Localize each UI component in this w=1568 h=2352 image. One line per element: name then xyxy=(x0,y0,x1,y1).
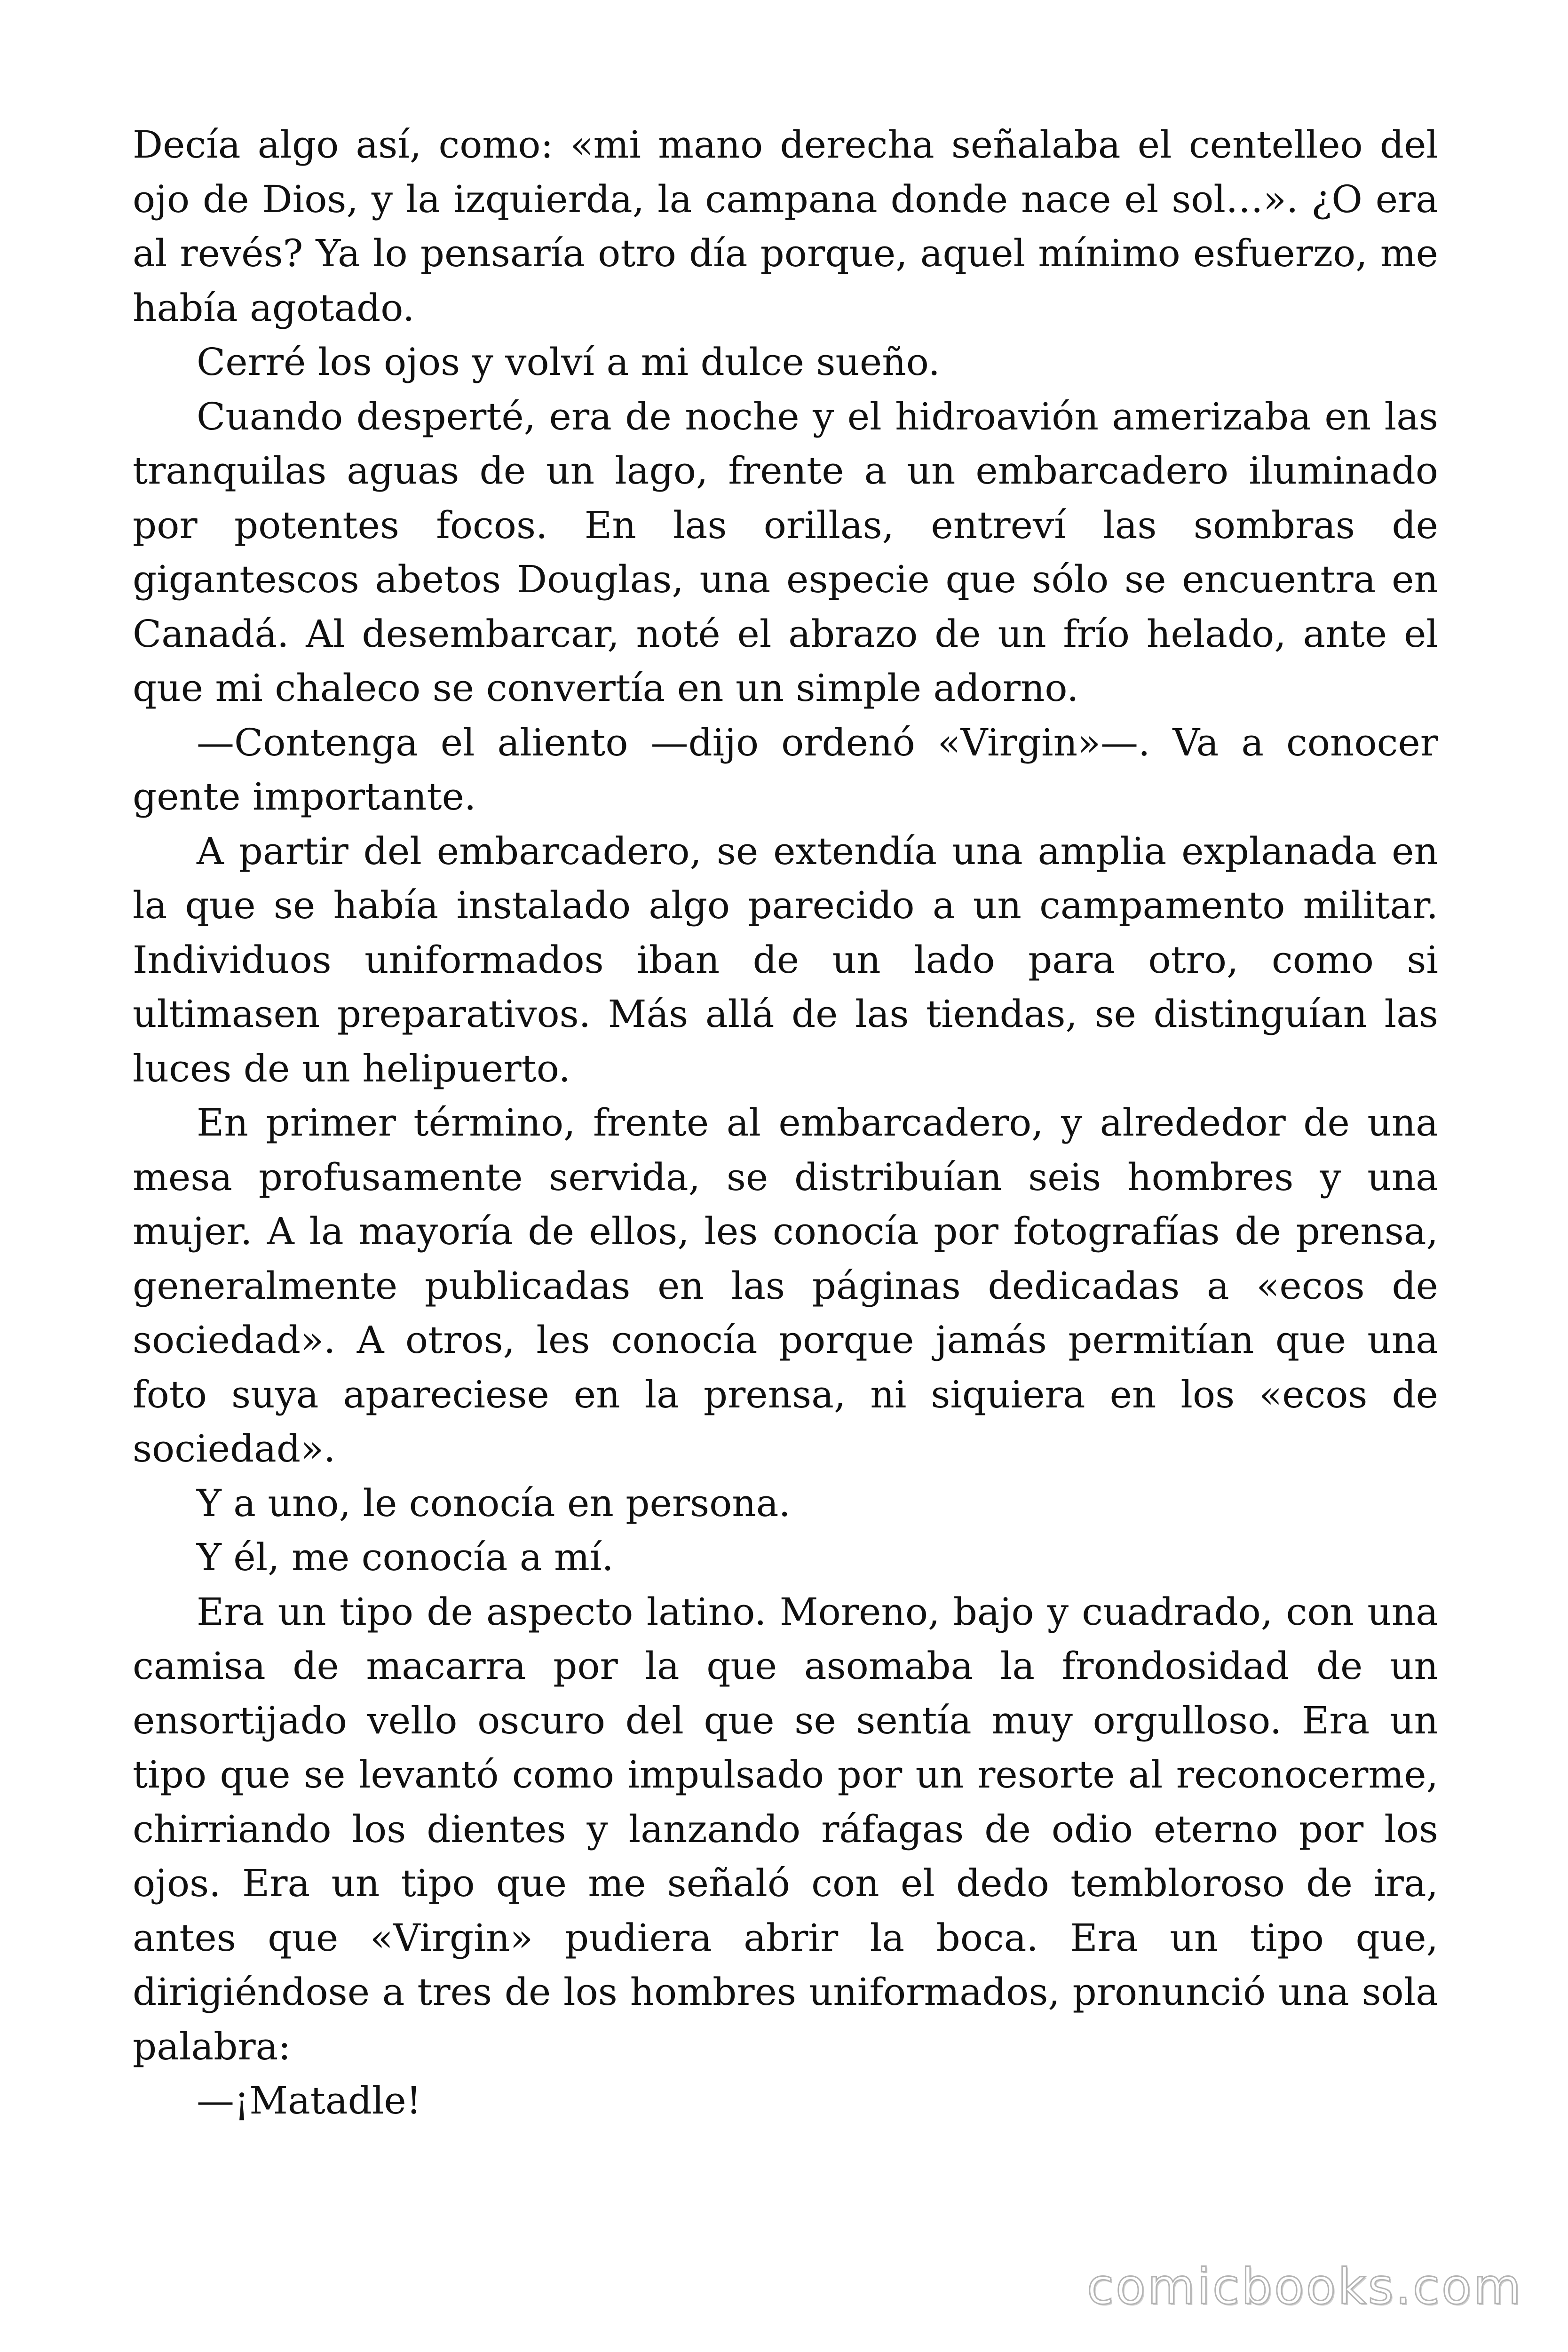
paragraph: A partir del embarcadero, se extendía una amplia explanada en la que se había instalado algo parecido a un campamento militar. Individuos uniformados iban de un lado para otro, como si ultimasen preparativos. Más allá de las tiendas, se distinguían las luces de un helipuerto. xyxy=(133,829,1438,1090)
paragraph: Y él, me conocía a mí. xyxy=(197,1535,614,1579)
paragraph: Cuando desperté, era de noche y el hidroavión amerizaba en las tranquilas aguas de un lago, frente a un embarcadero iluminado por potentes focos. En las orillas, entreví las sombras de gigantescos abetos Douglas, una especie que sólo se encuentra en Canadá. Al desembarcar, noté el abrazo de un frío helado, ante el que mi chaleco se convertía en un simple adorno. xyxy=(133,394,1438,710)
book-page-text xyxy=(133,118,1438,2128)
paragraph: Era un tipo de aspecto latino. Moreno, bajo y cuadrado, con una camisa de macarra por la que asomaba la frondosidad de un ensortijado vello oscuro del que se sentía muy orgulloso. Era un tipo que se levantó como impulsado por un resorte al reconocerme, chirriando los dientes y lanzando ráfagas de odio eterno por los ojos. Era un tipo que me señaló con el dedo tembloroso de ira, antes que «Virgin» pudiera abrir la boca. Era un tipo que, dirigiéndose a tres de los hombres uniformados, pronunció una sola palabra: xyxy=(133,1589,1438,2068)
paragraph: Y a uno, le conocía en persona. xyxy=(197,1481,791,1525)
paragraph: Decía algo así, como: «mi mano derecha señalaba el centelleo del ojo de Dios, y la izquierda, la campana donde nace el sol…». ¿O era al revés? Ya lo pensaría otro día porque, aquel mínimo esfuerzo, me había agotado. xyxy=(133,123,1438,330)
watermark: comicbooks.com xyxy=(1086,2258,1523,2315)
paragraph: —¡Matadle! xyxy=(197,2079,421,2122)
paragraph: Cerré los ojos y volví a mi dulce sueño. xyxy=(197,340,940,384)
paragraph: En primer término, frente al embarcadero, y alrededor de una mesa profusamente servida, se distribuían seis hombres y una mujer. A la mayoría de ellos, les conocía por fotografías de prensa, generalmente publicadas en las páginas dedicadas a «ecos de sociedad». A otros, les conocía porque jamás permitían que una foto suya apareciese en la prensa, ni siquiera en los «ecos de sociedad». xyxy=(133,1101,1438,1470)
paragraph: —Contenga el aliento —dijo ordenó «Virgin»—. Va a conocer gente importante. xyxy=(133,720,1438,818)
